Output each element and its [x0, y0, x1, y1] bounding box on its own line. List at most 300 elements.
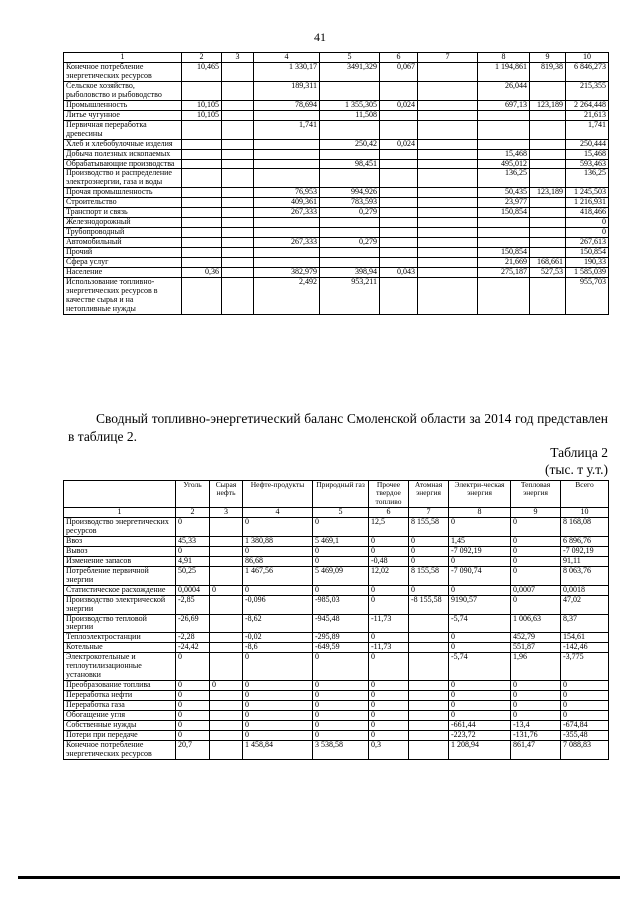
table-cell [418, 258, 478, 268]
row-label: Производство электрической энергии [64, 595, 176, 614]
table-cell: 10,105 [182, 100, 222, 110]
table-row [64, 546, 609, 556]
table-cell: 0 [511, 701, 561, 711]
table-cell [182, 277, 222, 314]
table-cell: 0 [243, 653, 313, 681]
column-number: 6 [380, 53, 418, 63]
column-number: 2 [176, 508, 210, 518]
table-cell [320, 169, 380, 188]
table-cell: 0 [511, 536, 561, 546]
table-cell [409, 701, 449, 711]
table-cell [222, 81, 254, 100]
table-cell [478, 110, 530, 120]
table-cell: 0 [369, 595, 409, 614]
table-cell [182, 218, 222, 228]
row-label: Транспорт и связь [64, 208, 182, 218]
table-cell [380, 188, 418, 198]
table-cell: 0,0007 [511, 585, 561, 595]
table-cell: 0 [449, 585, 511, 595]
table-cell [210, 595, 243, 614]
table-cell: 783,593 [320, 198, 380, 208]
table-cell: 0 [313, 691, 369, 701]
table-row [64, 595, 609, 614]
column-header: Уголь [176, 481, 210, 508]
table-cell [222, 63, 254, 82]
table-cell: 91,11 [561, 556, 609, 566]
table-cell [320, 149, 380, 159]
column-number: 6 [369, 508, 409, 518]
table-cell: -3,775 [561, 653, 609, 681]
table-cell [530, 120, 566, 139]
table-cell: 0 [313, 546, 369, 556]
table-cell [418, 139, 478, 149]
table-cell [380, 159, 418, 169]
table-cell [409, 740, 449, 759]
table-cell [478, 277, 530, 314]
table-cell: 0,024 [380, 100, 418, 110]
table-cell [222, 277, 254, 314]
table-cell: -0,48 [369, 556, 409, 566]
table-cell [254, 248, 320, 258]
table-cell: -674,84 [561, 721, 609, 731]
table-cell [418, 120, 478, 139]
row-label: Производство и распределение электроэнергии, газа и воды [64, 169, 182, 188]
table-cell [182, 188, 222, 198]
table-row [64, 81, 609, 100]
column-number: 3 [222, 53, 254, 63]
table-cell [380, 228, 418, 238]
table-cell: 3491,329 [320, 63, 380, 82]
table-cell [418, 169, 478, 188]
table-cell: 0 [243, 546, 313, 556]
table-cell: 0 [243, 518, 313, 537]
table-cell [418, 218, 478, 228]
table-cell [530, 198, 566, 208]
table-cell: 0 [243, 721, 313, 731]
table-cell [418, 110, 478, 120]
table-cell: 0 [176, 518, 210, 537]
header-row [64, 481, 609, 508]
row-label: Потребление первичной энергии [64, 566, 176, 585]
table-cell: 267,333 [254, 238, 320, 248]
table-row [64, 536, 609, 546]
table-cell: 0 [409, 585, 449, 595]
column-number: 4 [254, 53, 320, 63]
table-cell: 0 [243, 711, 313, 721]
table-cell [478, 228, 530, 238]
column-header: Природный газ [313, 481, 369, 508]
table-cell [418, 228, 478, 238]
row-label: Прочий [64, 248, 182, 258]
row-label: Вывоз [64, 546, 176, 556]
table-cell: 0 [511, 711, 561, 721]
table-cell: 409,361 [254, 198, 320, 208]
table-cell: 154,61 [561, 633, 609, 643]
table-cell: 45,33 [176, 536, 210, 546]
table-cell: 0 [449, 701, 511, 711]
table-cell [530, 139, 566, 149]
table-row [64, 633, 609, 643]
table-cell: 0 [561, 691, 609, 701]
column-header [64, 481, 176, 508]
table-cell: -8,62 [243, 614, 313, 633]
table-cell: 275,187 [478, 268, 530, 278]
table-cell [182, 248, 222, 258]
table-cell [182, 228, 222, 238]
table-cell: 168,661 [530, 258, 566, 268]
table-cell [210, 546, 243, 556]
table-cell [182, 238, 222, 248]
table-cell [222, 100, 254, 110]
table-cell [182, 149, 222, 159]
table-cell: -0,096 [243, 595, 313, 614]
table-cell: -2,28 [176, 633, 210, 643]
column-number-row [64, 508, 609, 518]
table-cell: -26,69 [176, 614, 210, 633]
table-cell: 0 [313, 556, 369, 566]
column-number: 5 [313, 508, 369, 518]
table-cell: 593,463 [566, 159, 609, 169]
table-cell: 50,25 [176, 566, 210, 585]
table-cell: 1 245,503 [566, 188, 609, 198]
row-label: Собственные нужды [64, 721, 176, 731]
table-cell [380, 238, 418, 248]
table-cell: 0,067 [380, 63, 418, 82]
row-label: Статистическое расхождение [64, 585, 176, 595]
table-row [64, 159, 609, 169]
table-cell: 8 063,76 [561, 566, 609, 585]
table-cell: 23,977 [478, 198, 530, 208]
column-number: 9 [530, 53, 566, 63]
table-cell: -7 092,19 [449, 546, 511, 556]
table-cell: 98,451 [320, 159, 380, 169]
table-cell: 0 [369, 681, 409, 691]
table-cell [210, 691, 243, 701]
table-cell: 6 896,76 [561, 536, 609, 546]
table-cell [182, 169, 222, 188]
table-cell: 15,468 [478, 149, 530, 159]
table-cell: 955,703 [566, 277, 609, 314]
table-cell [409, 691, 449, 701]
table-cell: 0 [369, 691, 409, 701]
table-cell: -8 155,58 [409, 595, 449, 614]
table-cell [210, 536, 243, 546]
table-cell: 0 [313, 721, 369, 731]
table-cell: 0 [313, 701, 369, 711]
row-label: Производство тепловой энергии [64, 614, 176, 633]
table-cell [182, 139, 222, 149]
table-cell: 861,47 [511, 740, 561, 759]
row-label: Автомобильный [64, 238, 182, 248]
table-cell: 0 [176, 691, 210, 701]
table-row [64, 730, 609, 740]
table-row [64, 740, 609, 759]
table-cell: 0 [449, 633, 511, 643]
table-cell [182, 198, 222, 208]
table-cell: 8,37 [561, 614, 609, 633]
table-cell: -24,42 [176, 643, 210, 653]
column-number: 8 [449, 508, 511, 518]
table-cell [418, 208, 478, 218]
table-cell: 0 [369, 711, 409, 721]
table-cell [418, 63, 478, 82]
table-row [64, 228, 609, 238]
table-cell: 0 [511, 556, 561, 566]
table-cell: 0 [176, 546, 210, 556]
table-row [64, 248, 609, 258]
table-cell: 0,36 [182, 268, 222, 278]
table-cell: 0 [243, 691, 313, 701]
table-cell [222, 159, 254, 169]
row-label: Электрокотельные и теплоутилизационные установки [64, 653, 176, 681]
table-row [64, 268, 609, 278]
row-label: Обрабатывающие производства [64, 159, 182, 169]
table-cell: 0,3 [369, 740, 409, 759]
row-label: Литье чугунное [64, 110, 182, 120]
table-cell: 10,105 [182, 110, 222, 120]
table-cell: 0 [313, 711, 369, 721]
table-cell: 0 [409, 546, 449, 556]
table-cell: -985,03 [313, 595, 369, 614]
table-cell: 0 [409, 536, 449, 546]
table-cell: 953,211 [320, 277, 380, 314]
column-header: Сырая нефть [210, 481, 243, 508]
table-cell: 0 [566, 218, 609, 228]
table-cell: 150,854 [478, 208, 530, 218]
table-cell: 4,91 [176, 556, 210, 566]
column-number: 9 [511, 508, 561, 518]
table-cell: 7 088,83 [561, 740, 609, 759]
table-cell: 0 [176, 681, 210, 691]
table-cell: 1 208,94 [449, 740, 511, 759]
fuel-energy-balance-table [63, 480, 609, 760]
table-cell: 0 [449, 643, 511, 653]
table-cell [409, 681, 449, 691]
table-cell [210, 643, 243, 653]
table-cell: -7 090,74 [449, 566, 511, 585]
table-cell: 12,5 [369, 518, 409, 537]
table-cell: 0 [243, 701, 313, 711]
column-number-row [64, 53, 609, 63]
table-cell: 8 168,08 [561, 518, 609, 537]
table-cell [210, 633, 243, 643]
table-cell: -295,89 [313, 633, 369, 643]
table-cell [222, 228, 254, 238]
table-cell [210, 730, 243, 740]
column-number: 8 [478, 53, 530, 63]
table-cell: 0 [176, 701, 210, 711]
table-cell: 0 [511, 681, 561, 691]
table-row [64, 100, 609, 110]
table-cell: 11,508 [320, 110, 380, 120]
table-cell: 0,024 [380, 139, 418, 149]
table-cell [478, 139, 530, 149]
table-cell: 1 458,84 [243, 740, 313, 759]
table-row [64, 643, 609, 653]
table2-unit: (тыс. т у.т.) [544, 462, 608, 477]
table-cell: 0 [566, 228, 609, 238]
table-cell: 0 [176, 730, 210, 740]
table-cell: 527,53 [530, 268, 566, 278]
table-cell [320, 218, 380, 228]
bottom-rule [18, 876, 620, 879]
table-cell: 0 [313, 585, 369, 595]
table-cell: 0 [210, 585, 243, 595]
table-cell [254, 110, 320, 120]
table-cell: 0 [176, 721, 210, 731]
table-cell [530, 159, 566, 169]
table-cell: 0,043 [380, 268, 418, 278]
table-cell: 26,044 [478, 81, 530, 100]
table-cell: 0 [511, 518, 561, 537]
table-cell: -0,02 [243, 633, 313, 643]
table-cell [320, 248, 380, 258]
table-cell: 0 [561, 681, 609, 691]
table-row [64, 169, 609, 188]
table-cell: -649,59 [313, 643, 369, 653]
table-cell: 78,694 [254, 100, 320, 110]
table-cell: 0 [511, 595, 561, 614]
table-row [64, 701, 609, 711]
table-cell: -131,76 [511, 730, 561, 740]
table-cell: 0 [369, 546, 409, 556]
row-label: Первичная переработка древесины [64, 120, 182, 139]
table-cell [182, 208, 222, 218]
table-cell [210, 614, 243, 633]
table-cell [222, 258, 254, 268]
table-cell: 0 [369, 536, 409, 546]
table-cell: 1 467,56 [243, 566, 313, 585]
table-cell [418, 277, 478, 314]
table-row [64, 681, 609, 691]
table-cell: 0 [313, 681, 369, 691]
table-cell [530, 169, 566, 188]
table-cell [478, 120, 530, 139]
table-cell: 150,854 [478, 248, 530, 258]
table-cell [210, 556, 243, 566]
table-cell [320, 258, 380, 268]
column-header: Атомная энергия [409, 481, 449, 508]
table-cell: -142,46 [561, 643, 609, 653]
table-cell: 86,68 [243, 556, 313, 566]
table-cell: 123,189 [530, 188, 566, 198]
column-number: 7 [418, 53, 478, 63]
table-cell [222, 169, 254, 188]
table-cell [222, 120, 254, 139]
table-cell: 5 469,1 [313, 536, 369, 546]
column-number: 4 [243, 508, 313, 518]
table-cell [409, 711, 449, 721]
table-cell: 47,02 [561, 595, 609, 614]
row-label: Переработка нефти [64, 691, 176, 701]
table-cell: 10,465 [182, 63, 222, 82]
table-cell [210, 701, 243, 711]
table-cell: 0,279 [320, 208, 380, 218]
table-cell: 267,333 [254, 208, 320, 218]
row-label: Конечное потребление энергетических ресурсов [64, 740, 176, 759]
table-cell [222, 110, 254, 120]
row-label: Прочая промышленность [64, 188, 182, 198]
column-header: Всего [561, 481, 609, 508]
table-cell: -7 092,19 [561, 546, 609, 556]
table-row [64, 566, 609, 585]
table-cell: 819,38 [530, 63, 566, 82]
table-cell [380, 149, 418, 159]
table-cell [418, 248, 478, 258]
table-cell [418, 198, 478, 208]
table-cell [320, 120, 380, 139]
table-cell [254, 169, 320, 188]
table-cell: 1 216,931 [566, 198, 609, 208]
table-cell [210, 740, 243, 759]
table-cell: 1 330,17 [254, 63, 320, 82]
table-cell: 994,926 [320, 188, 380, 198]
table-cell [320, 81, 380, 100]
column-header: Прочее твердое топливо [369, 481, 409, 508]
table-cell [380, 218, 418, 228]
table-row [64, 653, 609, 681]
table-cell [409, 721, 449, 731]
table-cell [418, 188, 478, 198]
row-label: Ввоз [64, 536, 176, 546]
table-cell: -11,73 [369, 643, 409, 653]
table-cell: -11,73 [369, 614, 409, 633]
row-label: Трубопроводный [64, 228, 182, 238]
table-row [64, 218, 609, 228]
table-cell [210, 721, 243, 731]
table-cell: 21,669 [478, 258, 530, 268]
table-row [64, 614, 609, 633]
table-row [64, 721, 609, 731]
table-cell [418, 268, 478, 278]
table-cell [530, 277, 566, 314]
table-cell: 0 [511, 566, 561, 585]
table-cell: 0 [313, 653, 369, 681]
row-label: Производство энергетических ресурсов [64, 518, 176, 537]
row-label: Добыча полезных ископаемых [64, 149, 182, 159]
table-cell: 0 [369, 721, 409, 731]
table-cell [409, 633, 449, 643]
table-row [64, 277, 609, 314]
table-cell [222, 149, 254, 159]
table-cell: 20,7 [176, 740, 210, 759]
table-cell: 150,854 [566, 248, 609, 258]
column-number: 10 [561, 508, 609, 518]
table-cell [254, 149, 320, 159]
table-cell: -945,48 [313, 614, 369, 633]
table-cell: 0 [449, 556, 511, 566]
table-cell [182, 258, 222, 268]
table-cell: 2 264,448 [566, 100, 609, 110]
table-cell: 0 [176, 653, 210, 681]
table-cell: 0 [449, 518, 511, 537]
table-row [64, 63, 609, 82]
table-cell: 495,012 [478, 159, 530, 169]
row-label: Использование топливно-энергетических ресурсов в качестве сырья и на нетопливные нужды [64, 277, 182, 314]
table-cell [222, 218, 254, 228]
table-cell: 1 585,039 [566, 268, 609, 278]
table-cell [210, 566, 243, 585]
table-cell: 50,435 [478, 188, 530, 198]
table-cell: 1 194,861 [478, 63, 530, 82]
table-cell [380, 258, 418, 268]
table-cell [380, 198, 418, 208]
column-header: Электри-ческая энергия [449, 481, 511, 508]
table-cell: 190,33 [566, 258, 609, 268]
table-cell: 1,741 [566, 120, 609, 139]
table-cell: 0 [369, 730, 409, 740]
table-cell [222, 238, 254, 248]
